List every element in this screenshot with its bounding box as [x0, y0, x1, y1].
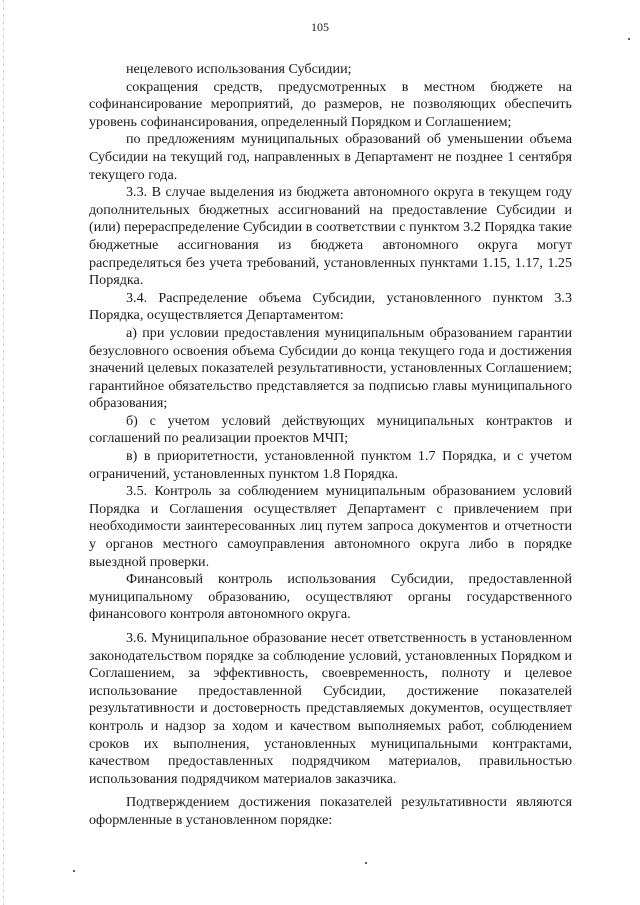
scan-edge-line	[3, 0, 4, 905]
paragraph-financial-control: Финансовый контроль использования Субсидии, предоставленной муниципальному образованию, осуществляют органы государственного финансового контроля автономного округа.	[89, 571, 572, 623]
scan-speck	[73, 870, 75, 872]
document-body	[89, 61, 572, 830]
paragraph-proposals: по предложениям муниципальных образований об уменьшении объема Субсидии на текущий год, направленных в Департамент не позднее 1 сентября текущего года.	[89, 131, 572, 183]
scan-speck	[628, 38, 630, 40]
paragraph-budget-reduction: сокращения средств, предусмотренных в местном бюджете на софинансирование мероприятий, до размеров, не позволяющих обеспечить уровень софинансирования, определенный Порядком и Соглашением;	[89, 78, 572, 130]
paragraph-3-4: 3.4. Распределение объема Субсидии, установленного пунктом 3.3 Порядка, осуществляется Департаментом:	[89, 289, 572, 324]
paragraph-3-4-b: б) с учетом условий действующих муниципальных контрактов и соглашений по реализации проектов МЧП;	[89, 412, 572, 447]
paragraph-3-6: 3.6. Муниципальное образование несет ответственность в установленном законодательством порядке за соблюдение условий, установленных Порядком и Соглашением, за эффективность, своевременность, полноту и целевое использование предоставленной Субсидии, достижение показателей результативности и достоверность представляемых документов, осуществляет контроль и надзор за ходом и качеством выполняемых работ, соблюдением сроков их выполнения, установленных муниципальными контрактами, качеством предоставленных подрядчиком материалов, правильностью использования подрядчиком материалов заказчика.	[89, 630, 572, 787]
paragraph-3-3: 3.3. В случае выделения из бюджета автономного округа в текущем году дополнительных бюджетных ассигнований на предоставление Субсидии и (или) перераспределение Субсидии в соответствии с пунктом 3.2 Порядка такие бюджетные ассигнования из бюджета автономного округа могут распределяться без учета требований, установленных пунктами 1.15, 1.17, 1.25 Порядка.	[89, 184, 572, 289]
page-number: 105	[311, 20, 329, 34]
paragraph-misuse: нецелевого использования Субсидии;	[126, 61, 352, 77]
paragraph-confirmation: Подтверждением достижения показателей результативности являются оформленные в установленном порядке:	[89, 794, 572, 828]
paragraph-3-4-c: в) в приоритетности, установленной пунктом 1.7 Порядка, и с учетом ограничений, установленных пунктом 1.8 Порядка.	[89, 448, 572, 482]
scan-speck	[365, 862, 367, 864]
paragraph-3-5: 3.5. Контроль за соблюдением муниципальным образованием условий Порядка и Соглашения осуществляет Департамент с привлечением при необходимости заинтересованных лиц путем запроса документов и отчетности у органов местного самоуправления автономного округа либо в порядке выездной проверки.	[89, 483, 572, 570]
paragraph-3-4-a: а) при условии предоставления муниципальным образованием гарантии безусловного освоения объема Субсидии до конца текущего года и достижения значений целевых показателей результативности, установленных Соглашением; гарантийное обязательство представляется за подписью главы муниципального образования;	[89, 324, 572, 412]
